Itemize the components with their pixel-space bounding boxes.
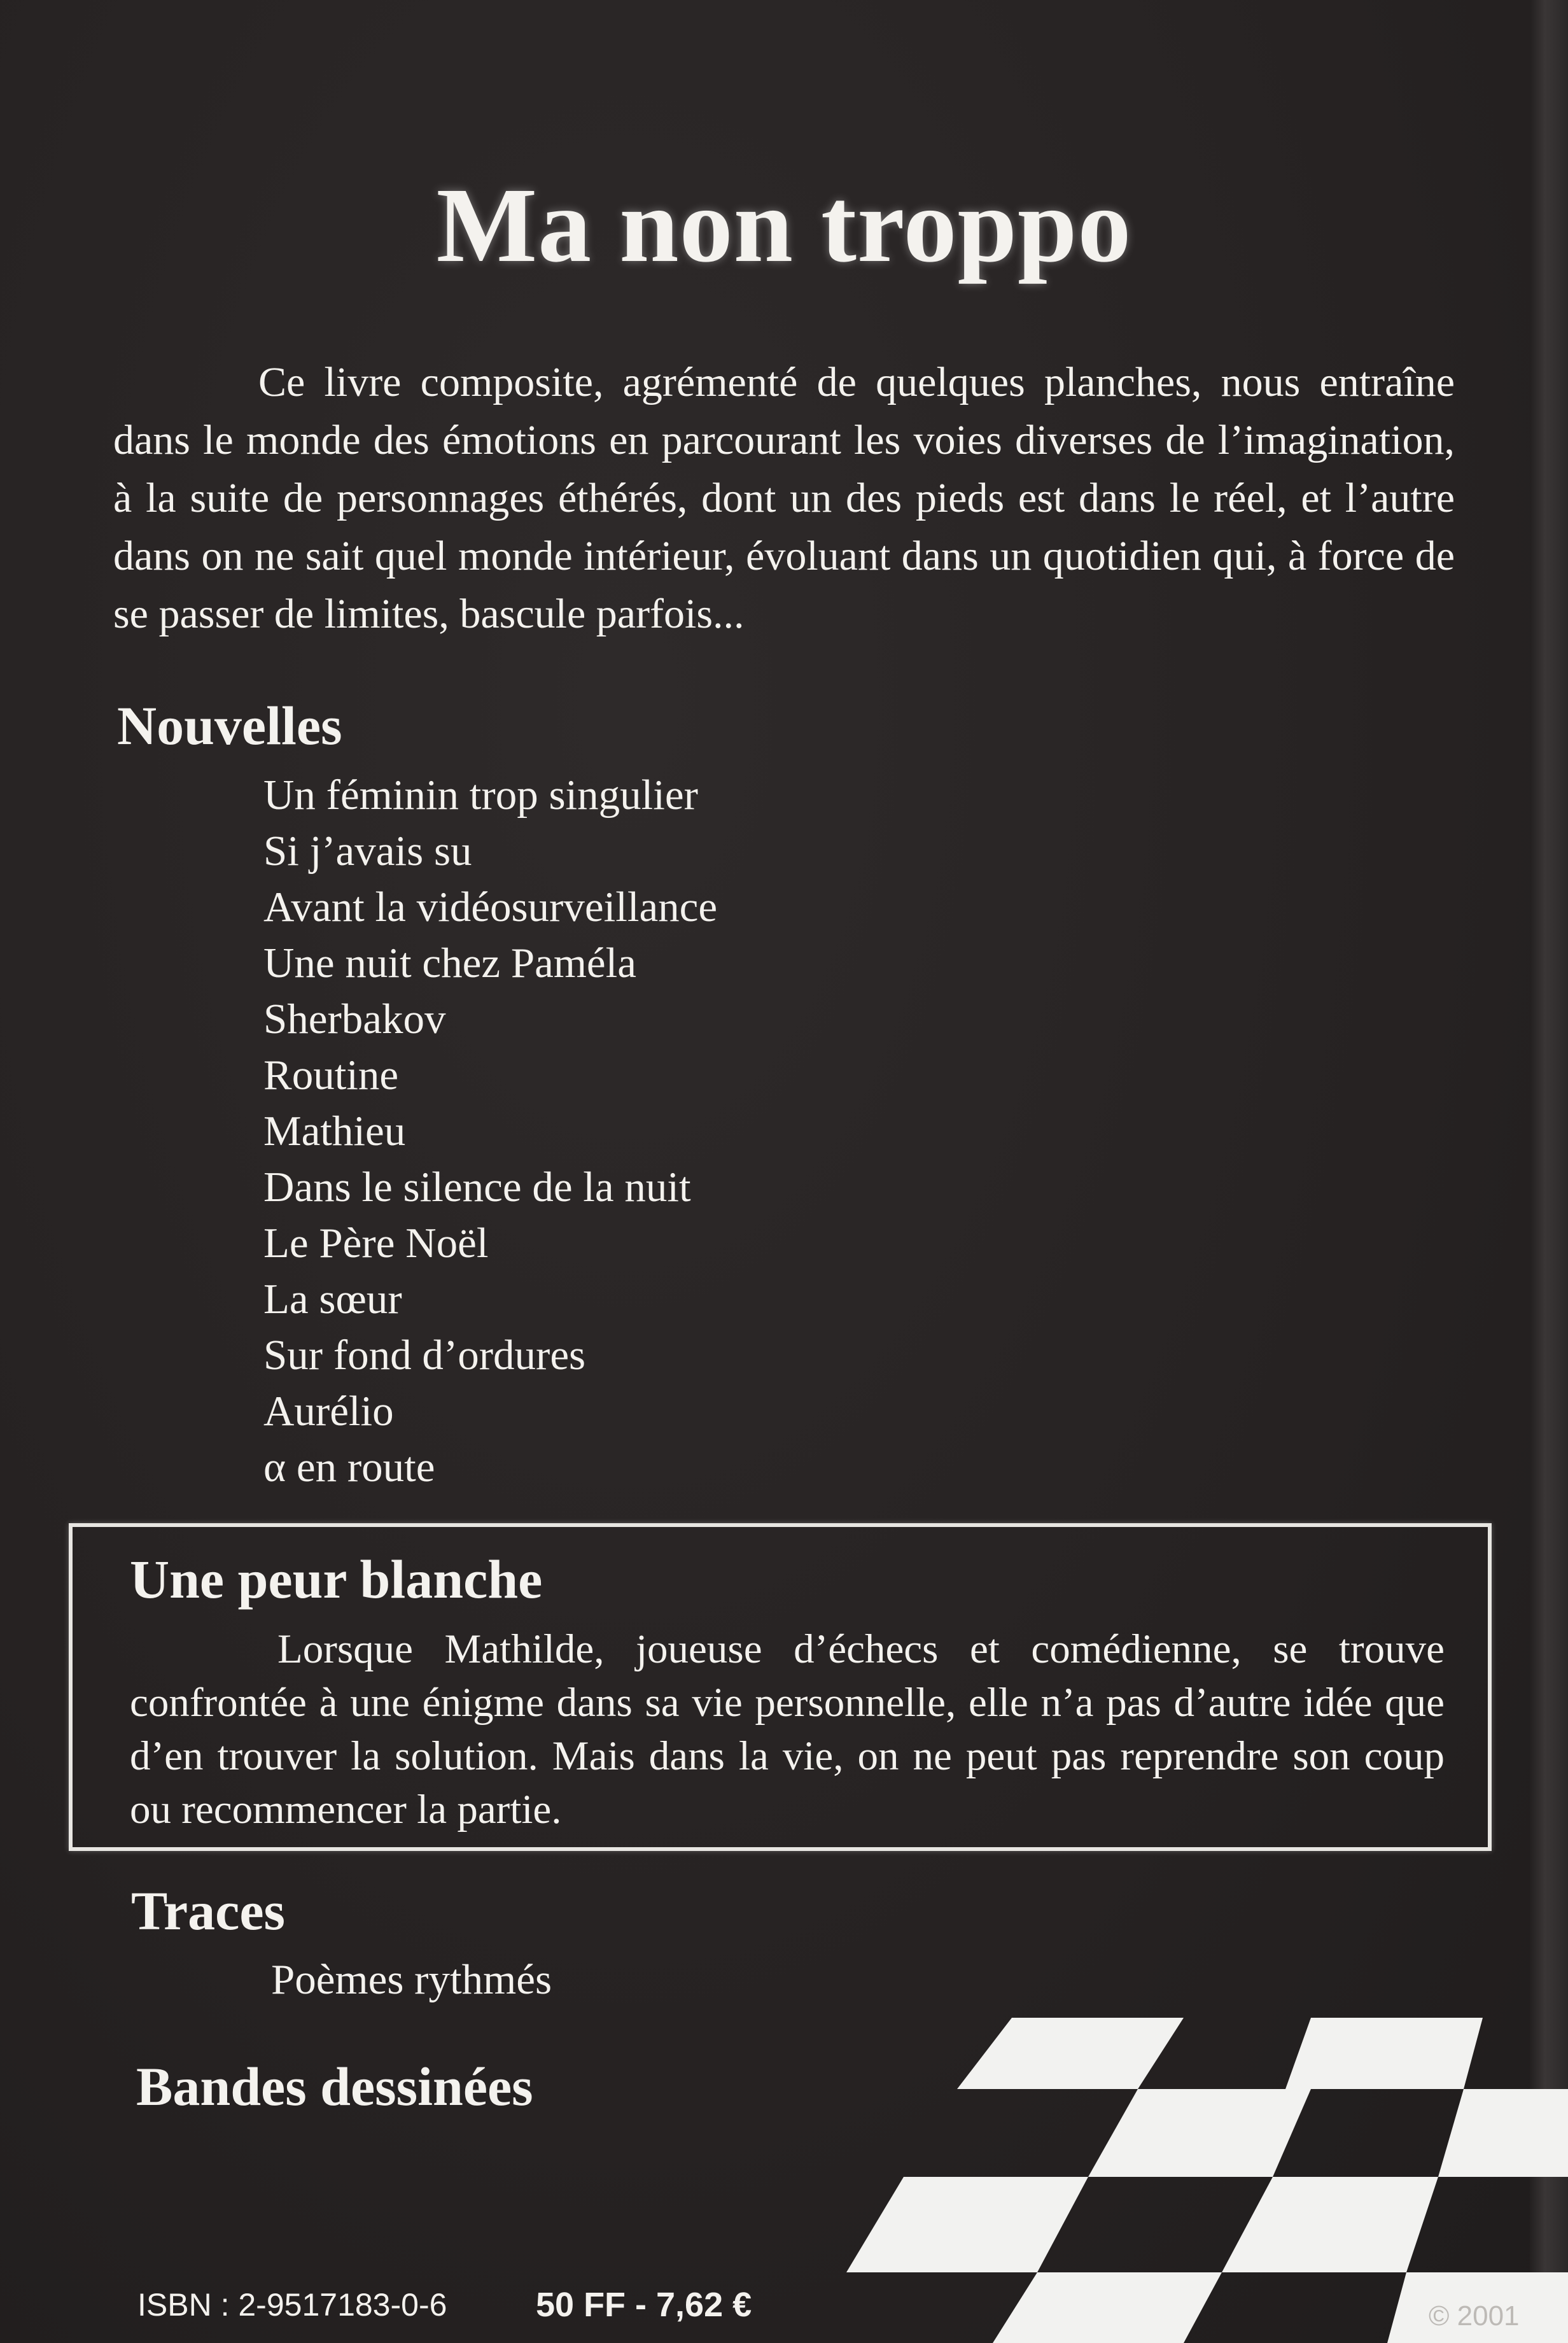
nouvelles-list: [263, 767, 717, 1495]
list-item: Routine: [263, 1052, 399, 1099]
price-text: 50 FF - 7,62 €: [536, 2286, 752, 2324]
checker-square: [846, 2177, 1088, 2272]
isbn-text: ISBN : 2-9517183-0-6: [137, 2287, 447, 2323]
copyright-text: © 2001: [1429, 2300, 1520, 2332]
checker-square: [1222, 2177, 1438, 2272]
checker-square: [1285, 2018, 1483, 2089]
list-item: Le Père Noël: [263, 1220, 489, 1267]
peur-blanche-box: [69, 1523, 1492, 1851]
list-item: Une nuit chez Paméla: [263, 939, 637, 987]
list-item: Si j’avais su: [263, 827, 472, 875]
checker-square: [957, 2018, 1184, 2089]
list-item: Sur fond d’ordures: [263, 1332, 586, 1379]
blurb-paragraph: Ce livre composite, agrémenté de quelques planches, nous entraîne dans le monde des émotions en parcourant les voies diverses de l’imagination, à la suite de personnages éthérés, dont un des pieds est dans le réel, et l’autre dans on ne sait quel monde intérieur, évoluant dans un quotidien qui, à force de se passer de limites, bascule parfois...: [113, 359, 1455, 637]
list-item: Dans le silence de la nuit: [263, 1164, 691, 1211]
checker-squares: [846, 2018, 1568, 2343]
peur-blanche-text: Lorsque Mathilde, joueuse d’échecs et comédienne, se trouve confrontée à une énigme dans sa vie personnelle, elle n’a pas d’autre idée que d’en trouver la solution. Mais dans la vie, on ne peut pas reprendre son coup ou recommencer la partie.: [130, 1626, 1445, 1833]
list-item: La sœur: [263, 1276, 402, 1323]
peur-blanche-heading: Une peur blanche: [130, 1549, 543, 1610]
list-item: Avant la vidéosurveillance: [263, 883, 718, 931]
list-item: Aurélio: [263, 1388, 394, 1435]
nouvelles-heading: Nouvelles: [117, 695, 342, 756]
bandes-heading: Bandes dessinées: [136, 2056, 533, 2117]
list-item: Mathieu: [263, 1108, 406, 1155]
checker-square: [993, 2272, 1222, 2343]
book-title: Ma non troppo: [436, 166, 1132, 285]
list-item: α en route: [263, 1444, 435, 1491]
checker-square: [1088, 2089, 1311, 2177]
traces-subtitle: Poèmes rythmés: [271, 1956, 552, 2003]
chessboard-graphic: [827, 1999, 1568, 2343]
cover-edge: [1530, 0, 1568, 2343]
traces-heading: Traces: [131, 1880, 285, 1941]
checker-square: [1438, 2089, 1568, 2177]
list-item: Sherbakov: [263, 996, 446, 1043]
list-item: Un féminin trop singulier: [263, 771, 698, 819]
